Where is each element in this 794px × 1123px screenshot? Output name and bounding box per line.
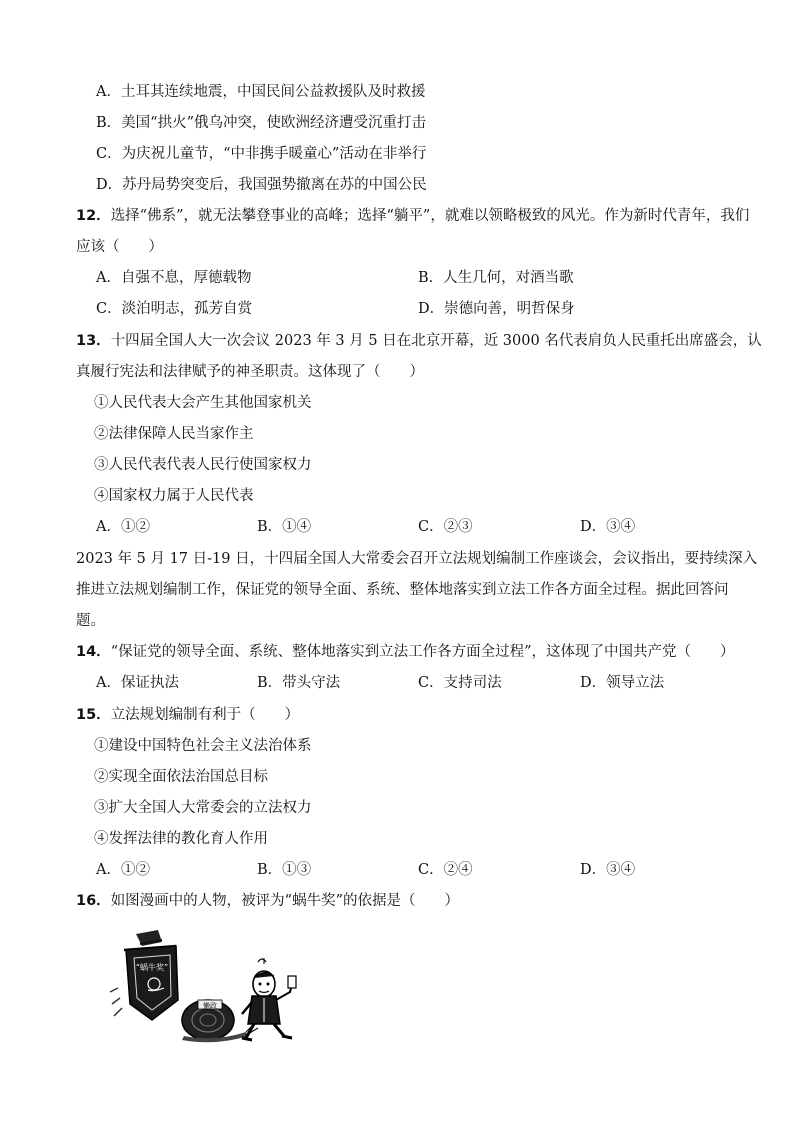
q15-text: 立法规划编制有利于（ ）: [110, 707, 300, 723]
q14-option-d: D．领导立法: [580, 675, 665, 691]
q14-text: “保证党的领导全面、系统、整体地落实到立法工作各方面全过程”，这体现了中国共产党（ ）: [110, 644, 735, 660]
material-line1: 2023 年 5 月 17 日-19 日，十四届全国人大常委会召开立法规划编制工作座谈会，会议指出，要持续深入: [76, 551, 758, 567]
q12-option-a: A．自强不息，厚德载物: [96, 270, 252, 286]
q14-option-a: A．保证执法: [96, 675, 179, 691]
q13-stem-line1: [76, 331, 762, 351]
q15-option-d: D．③④: [580, 862, 636, 878]
q11-option-c: C．为庆祝儿童节，“中非携手暖童心”活动在非举行: [96, 146, 427, 162]
material-line3: 题。: [76, 613, 105, 629]
q13-option-b: B．①④: [257, 519, 312, 535]
q15-item-1: ①建设中国特色社会主义法治体系: [94, 738, 312, 754]
q15-option-c: C．②④: [418, 862, 473, 878]
hand: [136, 930, 162, 946]
q13-item-3: ③人民代表代表人民行使国家权力: [94, 457, 312, 473]
q13-item-4: ④国家权力属于人民代表: [94, 488, 254, 504]
q13-text-1: 十四届全国人大一次会议 2023 年 3 月 5 日在北京开幕，近 3000 名代表肩负人民重托出席盛会，认: [110, 333, 762, 349]
q11-option-a: A．土耳其连续地震，中国民间公益救援队及时救援: [96, 84, 426, 100]
q15-option-a: A．①②: [96, 862, 150, 878]
q15-item-2: ②实现全面依法治国总目标: [94, 769, 268, 785]
q12-option-b: B．人生几何，对酒当歌: [418, 270, 574, 286]
q13-option-a: A．①②: [96, 519, 150, 535]
q13-stem-line2: 真履行宪法和法律赋予的神圣职责。这体现了（ ）: [76, 364, 424, 380]
q13-option-d: D．③④: [580, 519, 636, 535]
q14-option-c: C．支持司法: [418, 675, 502, 691]
q15-option-b: B．①③: [257, 862, 312, 878]
q12-number: 12．: [76, 208, 111, 224]
q15-item-3: ③扩大全国人大常委会的立法权力: [94, 800, 312, 816]
material-line2: 推进立法规划编制工作，保证党的领导全面、系统、整体地落实到立法工作各方面全过程。据此回答问: [76, 582, 729, 598]
q12-stem-line2: 应该（ ）: [76, 239, 163, 255]
q14-stem: [76, 642, 735, 662]
q11-option-d: D．苏丹局势突变后，我国强势撤离在苏的中国公民: [96, 177, 427, 193]
q12-option-c: C．淡泊明志，孤芳自赏: [96, 301, 253, 317]
q12-stem-line1: [76, 206, 749, 226]
shell-text: 懒政: [203, 1002, 217, 1010]
banner-text: “蜗牛奖”: [135, 963, 169, 972]
q15-item-4: ④发挥法律的教化育人作用: [94, 831, 268, 847]
q16-number: 16．: [76, 893, 111, 909]
q13-item-2: ②法律保障人民当家作主: [94, 426, 254, 442]
q13-number: 13．: [76, 333, 111, 349]
q15-stem: [76, 705, 299, 725]
q11-option-b: B．美国“拱火”俄乌冲突，使欧洲经济遭受沉重打击: [96, 115, 426, 131]
q13-option-c: C．②③: [418, 519, 473, 535]
q14-option-b: B．带头守法: [257, 675, 341, 691]
q12-text-1: 选择“佛系”，就无法攀登事业的高峰；选择“躺平”，就难以领略极致的风光。作为新时代青年，我们: [110, 208, 750, 224]
q16-text: 如图漫画中的人物，被评为“蜗牛奖”的依据是（ ）: [110, 893, 460, 909]
q14-number: 14．: [76, 644, 111, 660]
q16-stem: [76, 891, 459, 911]
q15-number: 15．: [76, 707, 111, 723]
q13-item-1: ①人民代表大会产生其他国家机关: [94, 395, 312, 411]
snail-award-cartoon: [96, 928, 300, 1044]
q12-option-d: D．崇德向善，明哲保身: [418, 301, 575, 317]
